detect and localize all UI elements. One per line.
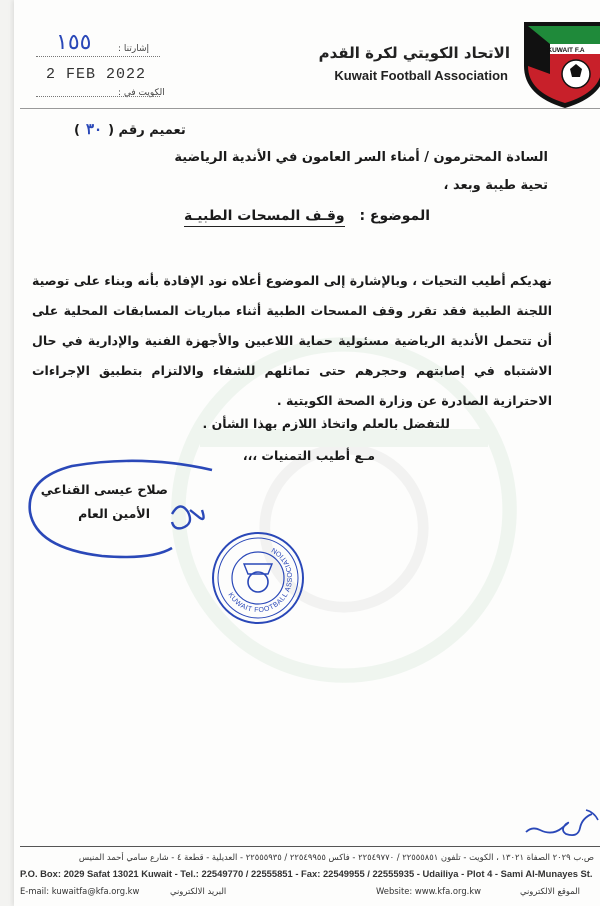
handwritten-initials [522,808,600,842]
svg-text:KUWAIT F.A: KUWAIT F.A [547,47,585,54]
closing-wishes: مـع أطيب التمنيات ،،، [242,448,375,463]
date-stamp: 2 FEB 2022 [46,66,147,83]
closing-request: للتفضل بالعلم واتخاذ اللازم بهذا الشأن . [202,416,450,431]
org-name-english: Kuwait Football Association [334,68,508,83]
org-name-arabic: الاتحاد الكويتي لكرة القدم [318,44,510,62]
footer-website: Website: www.kfa.org.kw [376,886,481,896]
subject-line [184,208,430,224]
reference-label: إشارتنا : [118,44,149,54]
subject-value: وقـف المسحات الطبيـة [184,208,345,227]
letter-body: نهديكم أطيب التحيات ، وبالإشارة إلى الموضوع أعلاه نود الإفادة بأنه وبناء على توصية اللجنة الطبية فقد تقرر وقف المسحات الطبية أثناء مباريات المسابقات المحلية على أن تتحمل الأندية الرياضية مسئولية حماية اللاعبين والأجهزة الفنية والإدارية في حال الاشتباه في إصابتهم وحجرهم حتى تماثلهم للشفاء والالتزام بتطبيق الإجراءات الاحترازية الصادرة عن وزارة الصحة الكويتية . [32,273,552,408]
footer-address-arabic: ص.ب ٢٠٢٩ الصفاة ١٣٠٢١ ، الكويت - تلفون ٢٢٥٥٥٨٥١ / ٢٢٥٤٩٧٧٠ - فاكس ٢٢٥٤٩٩٥٥ / ٢٢٥٥٥٩٣٥ - العديلية - قطعة ٤ - شارع سامي أحمد المنيس [78,852,594,862]
circular-close: ) [74,123,80,138]
header-divider [20,108,600,109]
kfa-logo [520,14,600,110]
subject-label: الموضوع : [359,208,430,224]
date-dotted-line [36,96,160,97]
date-label: الكويت في : [118,88,165,98]
svg-text:KUWAIT FOOTBALL ASSOCIATION: KUWAIT FOOTBALL ASSOCIATION [226,545,295,615]
footer-email: E-mail: kuwaitfa@kfa.org.kw [20,886,140,896]
footer-address-english: P.O. Box: 2029 Safat 13021 Kuwait - Tel.: 22549770 / 22555851 - Fax: 22549955 / 22555935 - Udailiya - Plot 4 - Sami Al-Munayes St. [20,868,593,879]
reference-dotted-line [36,56,160,57]
footer-email-label: البريد الالكتروني [170,886,227,896]
greeting: تحية طيبة وبعد ، [443,178,548,193]
letter-page [14,0,600,906]
circular-number-line [74,120,186,138]
addressee: السادة المحترمون / أمناء السر العامون في الأندية الرياضية [174,150,548,165]
reference-number: ١٥٥ [56,30,92,55]
official-stamp [210,530,306,626]
footer-divider [20,846,600,847]
signatory-name: صلاح عيسى القناعي [40,482,168,497]
footer-website-label: الموقع الالكتروني [520,886,580,896]
handwritten-signature [22,452,222,564]
signatory-title: الأمين العام [78,506,150,521]
circular-label: تعميم رقم ( [108,123,186,138]
circular-number: ٣٠ [85,120,103,138]
